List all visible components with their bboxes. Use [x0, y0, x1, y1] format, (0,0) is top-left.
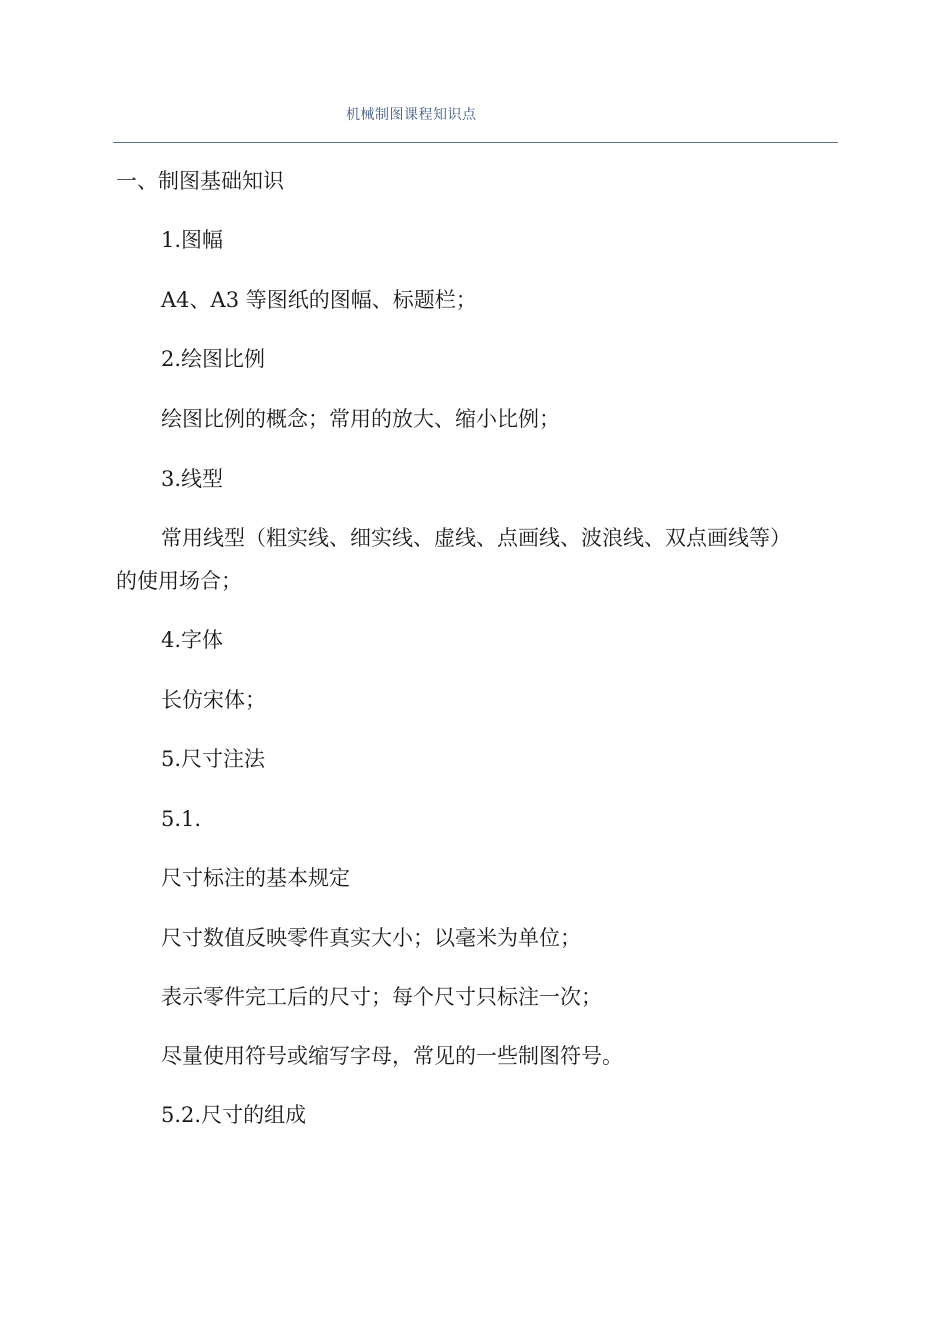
item-1-body: A4、A3 等图纸的图幅、标题栏； — [161, 288, 477, 312]
item-5-title: 5.尺寸注法 — [161, 747, 266, 771]
item-5-2-title: 5.2.尺寸的组成 — [161, 1103, 307, 1127]
item-2-body: 绘图比例的概念；常用的放大、缩小比例； — [161, 407, 560, 431]
item-5-1-title: 尺寸标注的基本规定 — [161, 866, 350, 890]
item-3-body-line-2: 的使用场合； — [116, 569, 242, 593]
item-4-title: 4.字体 — [161, 628, 224, 652]
item-4-body: 长仿宋体； — [161, 688, 266, 712]
item-3-title: 3.线型 — [161, 467, 224, 491]
item-5-1-number: 5.1. — [161, 807, 202, 831]
page-header-title: 机械制图课程知识点 — [346, 107, 477, 123]
item-3-body-line-1: 常用线型（粗实线、细实线、虚线、点画线、波浪线、双点画线等） — [161, 526, 791, 550]
item-1-title: 1.图幅 — [161, 228, 224, 252]
section-heading: 一、制图基础知识 — [116, 169, 284, 193]
item-5-1-rule-3: 尽量使用符号或缩写字母，常见的一些制图符号。 — [161, 1044, 623, 1068]
item-2-title: 2.绘图比例 — [161, 347, 266, 371]
item-5-1-rule-2: 表示零件完工后的尺寸；每个尺寸只标注一次； — [161, 985, 602, 1009]
item-5-1-rule-1: 尺寸数值反映零件真实大小；以毫米为单位； — [161, 926, 581, 950]
header-divider — [113, 142, 838, 143]
